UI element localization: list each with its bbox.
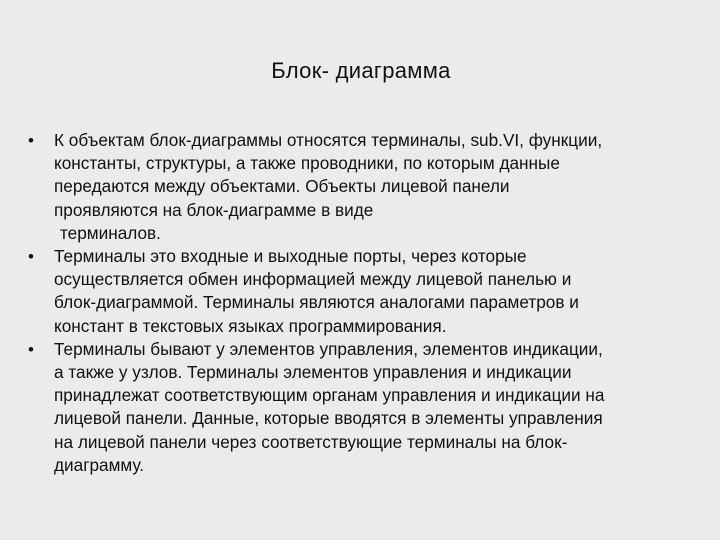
- text-line: констант в текстовых языках программирования.: [54, 315, 447, 336]
- text-line: терминалов.: [60, 222, 161, 243]
- bullet-icon: •: [28, 247, 34, 267]
- text-line: принадлежат соответствующим органам управления и индикации на: [54, 385, 605, 406]
- text-line: передаются между объектами. Объекты лицевой панели: [54, 176, 510, 197]
- bullet-text: [54, 245, 579, 338]
- bullet-list: [28, 129, 708, 477]
- bullet-item: [28, 129, 708, 245]
- bullet-icon: •: [28, 339, 34, 359]
- bullet-item: [28, 245, 708, 338]
- bullet-item: [28, 338, 708, 477]
- text-line: Терминалы бывают у элементов управления, элементов индикации,: [54, 338, 603, 359]
- text-line: К объектам блок-диаграммы относятся терминалы, sub.VI, функции,: [54, 130, 603, 150]
- text-line: а также у узлов. Терминалы элементов управления и индикации: [54, 362, 572, 383]
- text-line: проявляются на блок-диаграмме в виде: [54, 199, 374, 220]
- bullet-text: [54, 338, 604, 477]
- text-line: на лицевой панели через соответствующие терминалы на блок-: [54, 431, 568, 452]
- text-line: лицевой панели. Данные, которые вводятся в элементы управления: [54, 408, 603, 429]
- bullet-text: [54, 129, 602, 245]
- text-line: константы, структуры, а также проводники, по которым данные: [54, 153, 560, 174]
- text-line: осуществляется обмен информацией между лицевой панелью и: [54, 269, 572, 290]
- bullet-icon: •: [28, 131, 34, 150]
- text-line: блок-диаграммой. Терминалы являются аналогами параметров и: [54, 292, 579, 313]
- text-line: Терминалы это входные и выходные порты, через которые: [54, 246, 527, 267]
- text-line: диаграмму.: [54, 454, 145, 475]
- slide-title: Блок- диаграмма: [271, 58, 451, 83]
